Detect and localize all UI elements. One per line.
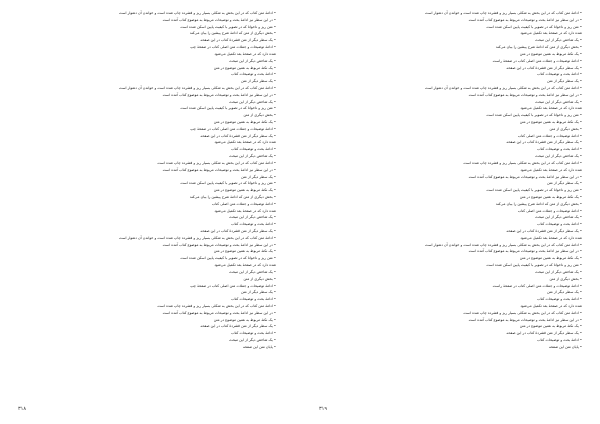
text-line: • یک سطر دیگر از متن فشردهٔ کتاب در این صفحه [200, 229, 276, 233]
text-line: • بخش دیگری از متن [243, 113, 276, 118]
text-line: • ادامهٔ بحث و توضیحات کتاب [231, 222, 276, 227]
text-line: • یک شاخص دیگر از این مبحث [535, 215, 582, 220]
text-line: • ادامهٔ متن کتاب که در این بخش به شکلی بسیار ریز و فشرده چاپ شده است [463, 160, 582, 165]
text-line: • ادامهٔ بحث و توضیحات کتاب [231, 331, 276, 336]
text-line: • ادامهٔ بحث و توضیحات کتاب [537, 72, 582, 77]
text-line: • یک شاخص دیگر از این مبحث [229, 58, 276, 63]
text-line: • ادامهٔ توضیحات و جملات متن اصلی کتاب در صفحهٔ چپ [190, 45, 276, 50]
text-line: شده دارد که در صفحهٔ بعد تکمیل می‌شود [520, 106, 582, 111]
text-line: • ادامهٔ متن کتاب که در این بخش به شکلی بسیار ریز و فشرده چاپ شده است و خواندن آن دشوار است [119, 85, 276, 90]
text-line: • پایان متن این صفحه [548, 344, 582, 349]
text-line: • یک نکتهٔ مربوط به همین موضوع در متن [213, 317, 276, 322]
text-line: • متن ریز و ناخوانا که در تصویر با کیفیت پایین اسکن شده است [486, 263, 582, 268]
text-line: • متن ریز و ناخوانا که در تصویر با کیفیت پایین اسکن شده است [180, 256, 276, 261]
text-line: • متن ریز و ناخوانا که در تصویر با کیفیت پایین اسکن شده است [180, 106, 276, 111]
text-line: • یک سطر دیگر از متن فشردهٔ کتاب در این صفحه [506, 140, 582, 145]
text-line: • ادامهٔ متن کتاب که در این بخش به شکلی بسیار ریز و فشرده چاپ شده است [463, 310, 582, 315]
text-line: • متن ریز و ناخوانا که در تصویر با کیفیت پایین اسکن شده است [486, 188, 582, 193]
text-line: • در این سطر نیز ادامهٔ بحث و توضیحات مربوط به موضوع کتاب آمده است [468, 317, 582, 322]
text-line: • ادامهٔ متن کتاب که در این بخش به شکلی بسیار ریز و فشرده چاپ شده است و خواندن آن دشوار است [119, 235, 276, 240]
text-line: • در این سطر نیز ادامهٔ بحث و توضیحات مربوط به موضوع کتاب آمده است [468, 249, 582, 254]
text-line: • در این سطر نیز ادامهٔ بحث و توضیحات مربوط به موضوع کتاب آمده است [162, 310, 276, 315]
text-line: • ادامهٔ بحث و توضیحات کتاب [231, 72, 276, 77]
text-line: • ادامهٔ بحث و توضیحات کتاب [231, 297, 276, 302]
text-line: • یک شاخص دیگر از این مبحث [229, 215, 276, 220]
text-line: • ادامهٔ توضیحات و جملات متن اصلی کتاب در صفحهٔ چپ [190, 283, 276, 288]
text-line: • در این سطر نیز ادامهٔ بحث و توضیحات مربوط به موضوع کتاب آمده است [468, 92, 582, 97]
text-line: • یک شاخص دیگر از این مبحث [229, 154, 276, 159]
text-line: • یک سطر دیگر از متن [240, 290, 276, 295]
text-line: • بخش دیگری از متن که ادامهٔ شرح پیشین را بیان می‌کند [189, 31, 276, 36]
text-line: • یک نکتهٔ مربوط به همین موضوع در متن [519, 51, 582, 56]
text-line: • ادامهٔ بحث و توضیحات کتاب [231, 147, 276, 152]
text-line: • یک شاخص دیگر از این مبحث [229, 338, 276, 342]
text-line: • متن ریز و ناخوانا که در تصویر با کیفیت پایین اسکن شده است [486, 113, 582, 118]
text-line: شده دارد که در صفحهٔ بعد تکمیل می‌شود [520, 31, 582, 36]
text-line: • بخش دیگری از متن [243, 276, 276, 281]
text-line: • یک سطر دیگر از متن فشردهٔ کتاب در این صفحه [506, 331, 582, 336]
text-line: شده دارد که در صفحهٔ بعد تکمیل می‌شود [520, 167, 582, 172]
text-line: • یک سطر دیگر از متن [240, 79, 276, 84]
text-line: • یک نکتهٔ مربوط به همین موضوع در متن [213, 249, 276, 254]
text-line: • یک نکتهٔ مربوط به همین موضوع در متن [213, 188, 276, 193]
text-line: • ادامهٔ بحث و توضیحات کتاب [537, 222, 582, 227]
text-line: • در این سطر نیز ادامهٔ بحث و توضیحات مربوط به موضوع کتاب آمده است [162, 242, 276, 247]
text-line: • بخش دیگری از متن که ادامهٔ شرح پیشین را بیان می‌کند [495, 45, 582, 50]
text-line: • ادامهٔ توضیحات و جملات متن اصلی کتاب در صفحهٔ راست [492, 283, 582, 288]
text-line: • یک سطر دیگر از متن [546, 181, 582, 186]
text-line: • یک شاخص دیگر از این مبحث [229, 99, 276, 104]
text-line: شده دارد که در صفحهٔ بعد تکمیل می‌شود [214, 208, 276, 213]
text-line: • متن ریز و ناخوانا که در تصویر با کیفیت پایین اسکن شده است [180, 24, 276, 29]
text-line: • ادامهٔ توضیحات و جملات متن اصلی کتاب [517, 208, 582, 213]
text-line: • یک سطر دیگر از متن فشردهٔ کتاب در این صفحه [506, 65, 582, 70]
text-line: • یک سطر دیگر از متن [240, 174, 276, 179]
text-line: • یک نکتهٔ مربوط به همین موضوع در متن [519, 324, 582, 329]
text-line: • ادامهٔ توضیحات و جملات متن اصلی کتاب [517, 133, 582, 138]
text-line: • در این سطر نیز ادامهٔ بحث و توضیحات مربوط به موضوع کتاب آمده است [468, 174, 582, 179]
right-page [300, 0, 600, 424]
text-line: • بخش دیگری از متن [549, 276, 582, 281]
text-line: • یک سطر دیگر از متن فشردهٔ کتاب در این صفحه [200, 324, 276, 329]
text-line: • متن ریز و ناخوانا که در تصویر با کیفیت پایین اسکن شده است [486, 24, 582, 29]
text-line: شده دارد که در صفحهٔ بعد تکمیل می‌شود [520, 235, 582, 240]
text-line: • ادامهٔ متن کتاب که در این بخش به شکلی بسیار ریز و فشرده چاپ شده است [157, 160, 276, 165]
text-line: • پایان متن این صفحه [242, 344, 276, 349]
text-line: • بخش دیگری از متن [549, 126, 582, 131]
text-line: • یک شاخص دیگر از این مبحث [229, 269, 276, 274]
text-line: • بخش دیگری از متن که ادامهٔ شرح پیشین را بیان می‌کند [189, 194, 276, 199]
text-line: • متن ریز و ناخوانا که در تصویر با کیفیت پایین اسکن شده است [180, 181, 276, 186]
text-line: • یک شاخص دیگر از این مبحث [535, 269, 582, 274]
text-line: شده دارد که در صفحهٔ بعد تکمیل می‌شود [214, 263, 276, 268]
text-line: • در این سطر نیز ادامهٔ بحث و توضیحات مربوط به موضوع کتاب آمده است [162, 17, 276, 22]
text-line: • یک شاخص دیگر از این مبحث [535, 99, 582, 104]
text-line: • ادامهٔ متن کتاب که در این بخش به شکلی بسیار ریز و فشرده چاپ شده است و خواندن آن دشوار است [119, 11, 276, 15]
text-line: • یک سطر دیگر از متن فشردهٔ کتاب در این صفحه [200, 133, 276, 138]
text-line: • در این سطر نیز ادامهٔ بحث و توضیحات مربوط به موضوع کتاب آمده است [162, 167, 276, 172]
right-page-number: ۳۱۹ [319, 406, 328, 412]
text-line: • یک سطر دیگر از متن فشردهٔ کتاب در این صفحه [506, 229, 582, 233]
text-line: • یک نکتهٔ مربوط به همین موضوع در متن [519, 120, 582, 124]
text-line: • یک سطر دیگر از متن فشردهٔ کتاب در این صفحه [200, 38, 276, 43]
text-line: • ادامهٔ متن کتاب که در این بخش به شکلی بسیار ریز و فشرده چاپ شده است و خواندن آن دشوار است [425, 11, 582, 15]
left-page-text-column [14, 10, 276, 351]
right-page-text-column [320, 10, 582, 351]
text-line: شده دارد که در صفحهٔ بعد تکمیل می‌شود [214, 51, 276, 56]
text-line: شده دارد که در صفحهٔ بعد تکمیل می‌شود [214, 140, 276, 145]
text-line: • یک سطر دیگر از متن [546, 79, 582, 84]
text-line: • ادامهٔ متن کتاب که در این بخش به شکلی بسیار ریز و فشرده چاپ شده است و خواندن آن دشوار است [425, 85, 582, 90]
text-line: • یک شاخص دیگر از این مبحث [535, 38, 582, 43]
text-line: • یک نکتهٔ مربوط به همین موضوع در متن [519, 256, 582, 261]
text-line: • در این سطر نیز ادامهٔ بحث و توضیحات مربوط به موضوع کتاب آمده است [162, 92, 276, 97]
text-line: • ادامهٔ متن کتاب که در این بخش به شکلی بسیار ریز و فشرده چاپ شده است و خواندن آن دشوار است [425, 242, 582, 247]
text-line: • ادامهٔ توضیحات و جملات متن اصلی کتاب در صفحهٔ چپ [190, 126, 276, 131]
text-line: • ادامهٔ توضیحات و جملات متن اصلی کتاب [211, 201, 276, 206]
text-line: • ادامهٔ متن کتاب که در این بخش به شکلی بسیار ریز و فشرده چاپ شده است [157, 303, 276, 308]
text-line: • در این سطر نیز ادامهٔ بحث و توضیحات مربوط به موضوع کتاب آمده است [468, 17, 582, 22]
left-page-number: ۳۱۸ [18, 406, 27, 412]
text-line: • یک نکتهٔ مربوط به همین موضوع در متن [213, 65, 276, 70]
text-line: • ادامهٔ توضیحات و جملات متن اصلی کتاب در صفحهٔ راست [492, 58, 582, 63]
text-line: • ادامهٔ بحث و توضیحات کتاب [537, 297, 582, 302]
text-line: • بخش دیگری از متن که ادامهٔ شرح پیشین را بیان می‌کند [495, 201, 582, 206]
text-line: • یک شاخص دیگر از این مبحث [535, 154, 582, 159]
text-line: • یک سطر دیگر از متن [546, 290, 582, 295]
text-line: • ادامهٔ بحث و توضیحات کتاب [537, 147, 582, 152]
text-line: • یک نکتهٔ مربوط به همین موضوع در متن [519, 194, 582, 199]
text-line: • ادامهٔ بحث و توضیحات کتاب [537, 338, 582, 342]
text-line: • یک نکتهٔ مربوط به همین موضوع در متن [213, 120, 276, 124]
text-line: شده دارد که در صفحهٔ بعد تکمیل می‌شود [520, 303, 582, 308]
